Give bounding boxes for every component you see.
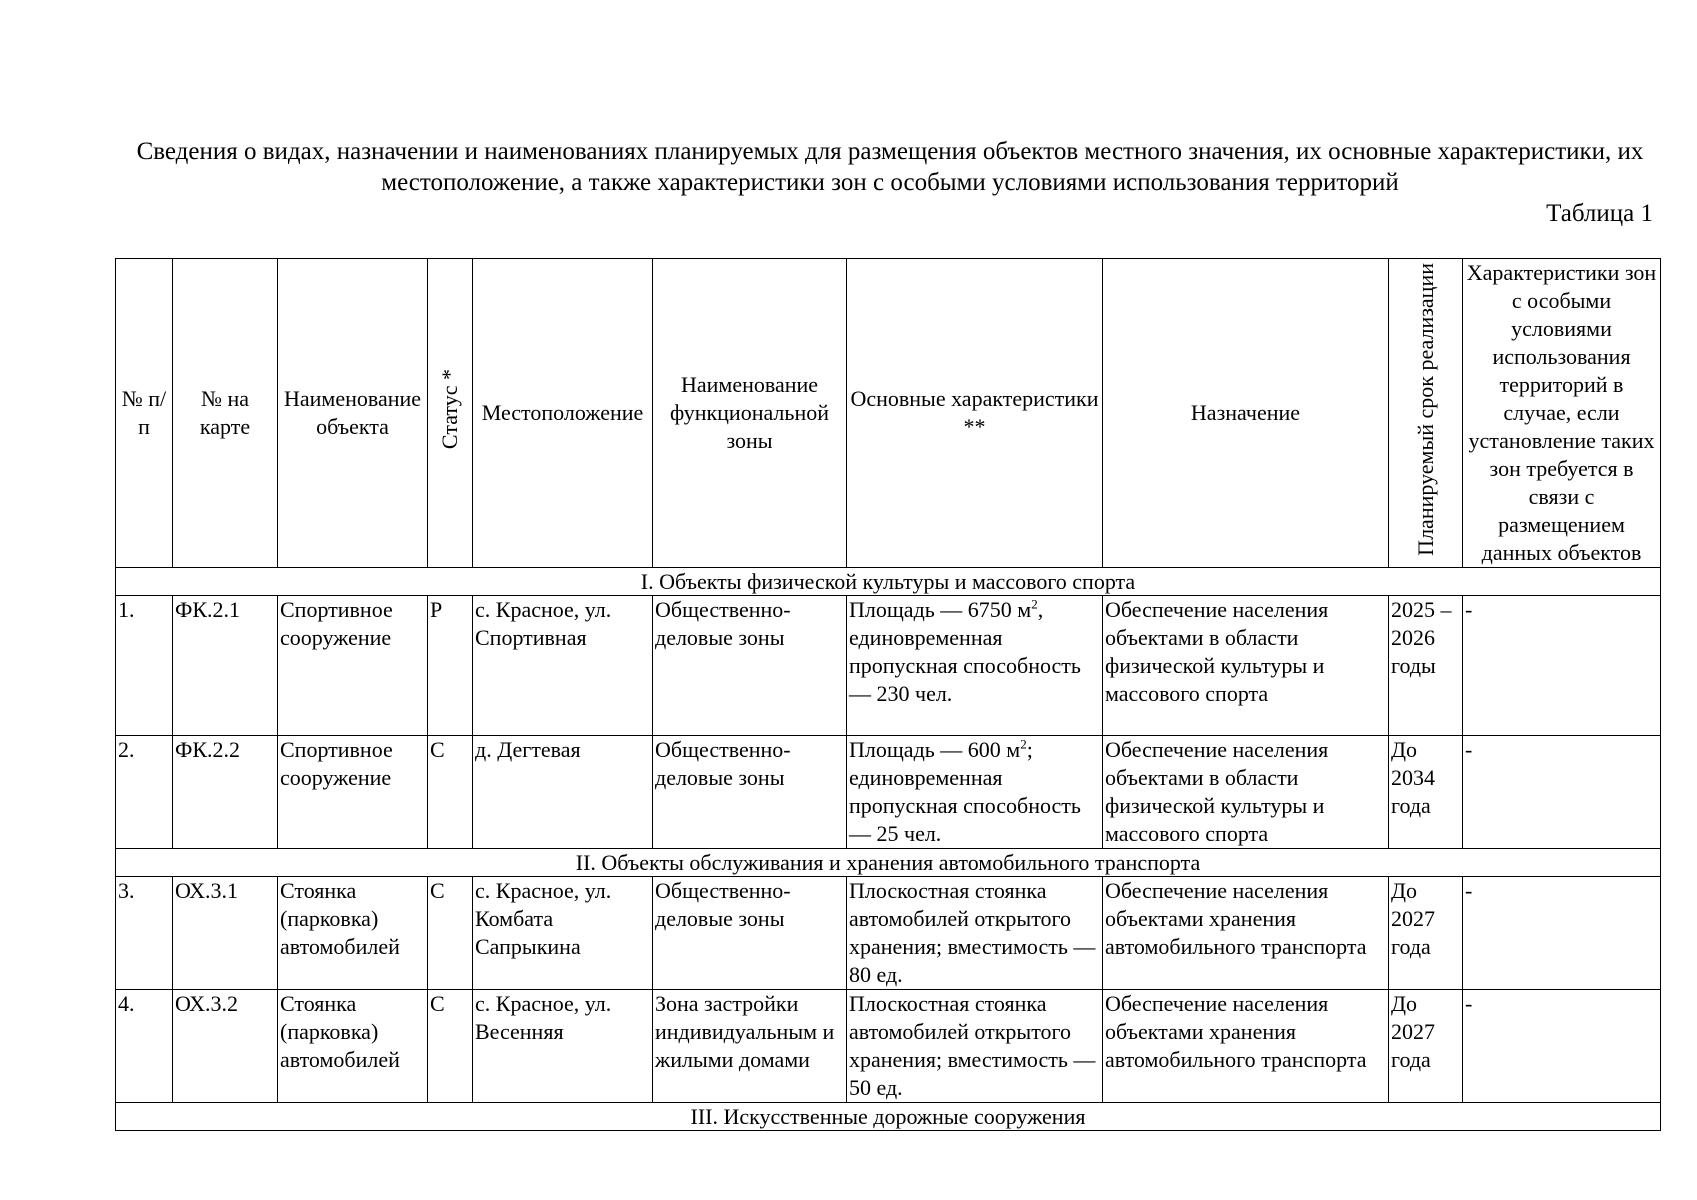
header-zones-special: Характеристики зон с особыми условиями использования территорий в случае, если установление таких зон требуется в связи с размещением данных объектов xyxy=(1463,259,1661,568)
cell-zone: Общественно-деловые зоны xyxy=(653,596,847,736)
cell-location: с. Красное, ул. Спортивная xyxy=(473,596,653,736)
cell-characteristics xyxy=(847,596,1103,736)
table-row xyxy=(116,877,1661,990)
cell-zones-special: - xyxy=(1463,990,1661,1103)
cell-term: 2025 – 2026 годы xyxy=(1389,596,1463,736)
header-location: Местоположение xyxy=(473,259,653,568)
char-text-post: , единовременная пропускная способность — 230 чел. xyxy=(849,597,1081,706)
cell-zones-special: - xyxy=(1463,596,1661,736)
cell-zones-special: - xyxy=(1463,736,1661,849)
cell-term: До 2034 года xyxy=(1389,736,1463,849)
section-title: II. Объекты обслуживания и хранения автомобильного транспорта xyxy=(116,849,1661,877)
cell-status: С xyxy=(428,736,473,849)
header-term-text: Планируемый срок реализации xyxy=(1412,263,1438,556)
header-object-name: Наименование объекта xyxy=(278,259,428,568)
cell-status: С xyxy=(428,990,473,1103)
cell-num: 3. xyxy=(116,877,173,990)
cell-term: До 2027 года xyxy=(1389,877,1463,990)
header-map-num: № на карте xyxy=(173,259,278,568)
header-purpose: Назначение xyxy=(1103,259,1389,568)
cell-characteristics xyxy=(847,736,1103,849)
header-term xyxy=(1389,259,1463,568)
cell-object-name: Стоянка (парковка) автомобилей xyxy=(278,990,428,1103)
header-status-text: Статус * xyxy=(437,369,462,450)
cell-zones-special: - xyxy=(1463,877,1661,990)
cell-zone: Общественно-деловые зоны xyxy=(653,877,847,990)
cell-object-name: Спортивное сооружение xyxy=(278,736,428,849)
cell-purpose: Обеспечение населения объектами хранения автомобильного транспорта xyxy=(1103,990,1389,1103)
section-row xyxy=(116,849,1661,877)
cell-purpose: Обеспечение населения объектами в области физической культуры и массового спорта xyxy=(1103,736,1389,849)
cell-characteristics: Плоскостная стоянка автомобилей открытого хранения; вместимость — 80 ед. xyxy=(847,877,1103,990)
cell-object-name: Спортивное сооружение xyxy=(278,596,428,736)
section-row xyxy=(116,568,1661,596)
char-text-pre: Площадь — 6750 м xyxy=(849,597,1032,622)
cell-purpose: Обеспечение населения объектами в области физической культуры и массового спорта xyxy=(1103,596,1389,736)
cell-location: д. Дегтевая xyxy=(473,736,653,849)
cell-object-name: Стоянка (парковка) автомобилей xyxy=(278,877,428,990)
cell-map-num: ОХ.3.1 xyxy=(173,877,278,990)
header-status xyxy=(428,259,473,568)
document-title: Сведения о видах, назначении и наименованиях планируемых для размещения объектов местного значения, их основные характеристики, их местоположение, а также характеристики зон с особыми условиями использования территорий xyxy=(136,138,1644,196)
header-zone: Наименование функциональной зоны xyxy=(653,259,847,568)
cell-characteristics: Плоскостная стоянка автомобилей открытого хранения; вместимость — 50 ед. xyxy=(847,990,1103,1103)
cell-purpose: Обеспечение населения объектами хранения автомобильного транспорта xyxy=(1103,877,1389,990)
table-label: Таблица 1 xyxy=(1546,200,1653,227)
cell-zone: Зона застройки индивидуальным и жилыми домами xyxy=(653,990,847,1103)
cell-location: с. Красное, ул. Комбата Сапрыкина xyxy=(473,877,653,990)
section-title: III. Искусственные дорожные сооружения xyxy=(116,1103,1661,1131)
section-row xyxy=(116,1103,1661,1131)
cell-num: 4. xyxy=(116,990,173,1103)
header-characteristics: Основные характеристики ** xyxy=(847,259,1103,568)
cell-location: с. Красное, ул. Весенняя xyxy=(473,990,653,1103)
cell-status: С xyxy=(428,877,473,990)
cell-status: Р xyxy=(428,596,473,736)
char-superscript: 2 xyxy=(1020,736,1027,752)
section-title: I. Объекты физической культуры и массового спорта xyxy=(116,568,1661,596)
char-text-post: ; единовременная пропускная способность — 25 чел. xyxy=(849,737,1081,846)
cell-num: 2. xyxy=(116,736,173,849)
cell-map-num: ФК.2.2 xyxy=(173,736,278,849)
char-superscript: 2 xyxy=(1031,596,1038,612)
cell-map-num: ОХ.3.2 xyxy=(173,990,278,1103)
cell-term: До 2027 года xyxy=(1389,990,1463,1103)
cell-zone: Общественно-деловые зоны xyxy=(653,736,847,849)
table-header-row xyxy=(116,259,1661,568)
header-num: № п/п xyxy=(116,259,173,568)
cell-num: 1. xyxy=(116,596,173,736)
table-row xyxy=(116,596,1661,736)
cell-map-num: ФК.2.1 xyxy=(173,596,278,736)
objects-table xyxy=(115,258,1661,1131)
table-row xyxy=(116,990,1661,1103)
char-text-pre: Площадь — 600 м xyxy=(849,737,1021,762)
table-row xyxy=(116,736,1661,849)
